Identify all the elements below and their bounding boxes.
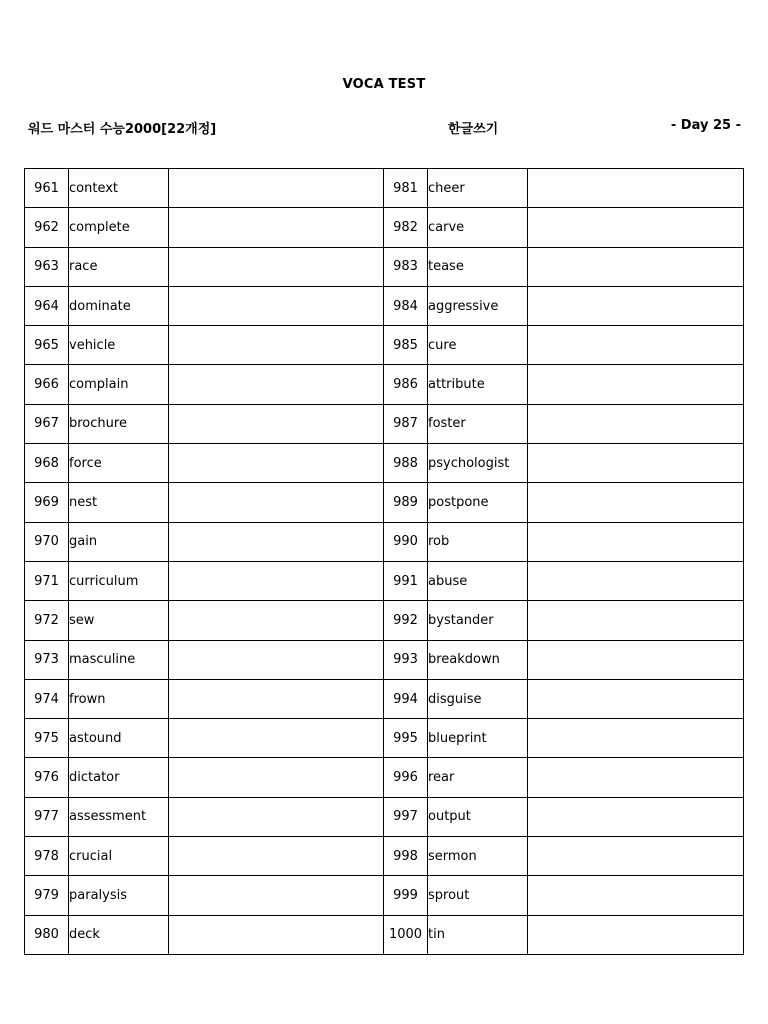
vocab-word: dominate [69,286,169,325]
vocab-word: complete [69,208,169,247]
answer-cell[interactable] [528,444,744,483]
vocab-word: dictator [69,758,169,797]
answer-cell[interactable] [169,483,384,522]
word-number: 977 [25,797,69,836]
table-row [25,758,744,797]
vocab-word: force [69,444,169,483]
table-row [25,404,744,443]
vocab-word: cheer [428,169,528,208]
word-number: 988 [384,444,428,483]
table-row [25,719,744,758]
table-row [25,876,744,915]
word-number: 987 [384,404,428,443]
word-number: 996 [384,758,428,797]
word-number: 986 [384,365,428,404]
answer-cell[interactable] [528,758,744,797]
day-label: - Day 25 - [670,118,741,133]
table-row [25,915,744,954]
answer-cell[interactable] [169,876,384,915]
word-number: 963 [25,247,69,286]
vocab-word: vehicle [69,326,169,365]
word-number: 976 [25,758,69,797]
vocab-word: frown [69,679,169,718]
word-number: 978 [25,837,69,876]
word-number: 997 [384,797,428,836]
vocab-word: curriculum [69,561,169,600]
table-row [25,679,744,718]
answer-cell[interactable] [528,876,744,915]
test-mode-label: 한글쓰기 [448,122,499,137]
table-row [25,837,744,876]
answer-cell[interactable] [528,719,744,758]
answer-cell[interactable] [528,247,744,286]
answer-cell[interactable] [169,640,384,679]
vocab-word: cure [428,326,528,365]
vocab-word: paralysis [69,876,169,915]
answer-cell[interactable] [169,758,384,797]
word-number: 998 [384,837,428,876]
word-number: 972 [25,601,69,640]
answer-cell[interactable] [528,561,744,600]
vocab-word: nest [69,483,169,522]
word-number: 975 [25,719,69,758]
vocab-word: assessment [69,797,169,836]
vocab-word: sew [69,601,169,640]
word-number: 1000 [384,915,428,954]
table-row [25,483,744,522]
answer-cell[interactable] [169,915,384,954]
answer-cell[interactable] [169,837,384,876]
word-number: 990 [384,522,428,561]
vocab-word: brochure [69,404,169,443]
table-row [25,522,744,561]
vocab-word: abuse [428,561,528,600]
answer-cell[interactable] [169,208,384,247]
answer-cell[interactable] [528,915,744,954]
vocab-word: psychologist [428,444,528,483]
answer-cell[interactable] [528,797,744,836]
word-number: 984 [384,286,428,325]
table-row [25,365,744,404]
answer-cell[interactable] [169,522,384,561]
vocab-word: disguise [428,679,528,718]
vocab-word: rear [428,758,528,797]
word-number: 979 [25,876,69,915]
word-number: 966 [25,365,69,404]
answer-cell[interactable] [169,404,384,443]
word-number: 971 [25,561,69,600]
answer-cell[interactable] [528,404,744,443]
book-title: 워드 마스터 수능2000[22개정] [28,122,217,137]
answer-cell[interactable] [528,483,744,522]
word-number: 961 [25,169,69,208]
word-number: 989 [384,483,428,522]
word-number: 968 [25,444,69,483]
word-number: 985 [384,326,428,365]
word-number: 967 [25,404,69,443]
word-number: 962 [25,208,69,247]
vocab-word: masculine [69,640,169,679]
word-number: 969 [25,483,69,522]
vocab-word: output [428,797,528,836]
vocab-word: blueprint [428,719,528,758]
word-number: 994 [384,679,428,718]
answer-cell[interactable] [169,365,384,404]
word-number: 965 [25,326,69,365]
word-number: 970 [25,522,69,561]
word-number: 974 [25,679,69,718]
vocab-word: bystander [428,601,528,640]
vocab-word: deck [69,915,169,954]
word-number: 992 [384,601,428,640]
word-number: 993 [384,640,428,679]
table-row [25,601,744,640]
vocab-word: foster [428,404,528,443]
vocab-word: tease [428,247,528,286]
answer-cell[interactable] [169,679,384,718]
vocab-word: aggressive [428,286,528,325]
vocab-word: breakdown [428,640,528,679]
word-number: 982 [384,208,428,247]
answer-cell[interactable] [169,561,384,600]
table-row [25,444,744,483]
table-row [25,286,744,325]
word-number: 995 [384,719,428,758]
vocab-word: tin [428,915,528,954]
vocab-table [24,168,744,955]
table-row [25,326,744,365]
answer-cell[interactable] [528,640,744,679]
answer-cell[interactable] [169,601,384,640]
answer-cell[interactable] [169,326,384,365]
word-number: 973 [25,640,69,679]
answer-cell[interactable] [169,719,384,758]
answer-cell[interactable] [169,797,384,836]
vocab-word: rob [428,522,528,561]
answer-cell[interactable] [169,444,384,483]
word-number: 981 [384,169,428,208]
table-row [25,640,744,679]
vocab-word: context [69,169,169,208]
answer-cell[interactable] [528,208,744,247]
answer-cell[interactable] [169,169,384,208]
vocab-word: attribute [428,365,528,404]
vocab-word: sprout [428,876,528,915]
vocab-word: postpone [428,483,528,522]
vocab-word: crucial [69,837,169,876]
vocab-word: complain [69,365,169,404]
vocab-word: sermon [428,837,528,876]
word-number: 983 [384,247,428,286]
answer-cell[interactable] [528,169,744,208]
word-number: 999 [384,876,428,915]
page-title: VOCA TEST [342,77,426,92]
word-number: 964 [25,286,69,325]
answer-cell[interactable] [528,286,744,325]
vocab-word: race [69,247,169,286]
word-number: 980 [25,915,69,954]
word-number: 991 [384,561,428,600]
table-row [25,797,744,836]
table-row [25,169,744,208]
answer-cell[interactable] [528,326,744,365]
answer-cell[interactable] [528,837,744,876]
answer-cell[interactable] [169,247,384,286]
vocab-word: gain [69,522,169,561]
answer-cell[interactable] [528,601,744,640]
answer-cell[interactable] [169,286,384,325]
table-row [25,247,744,286]
answer-cell[interactable] [528,679,744,718]
vocab-word: astound [69,719,169,758]
answer-cell[interactable] [528,522,744,561]
answer-cell[interactable] [528,365,744,404]
table-row [25,561,744,600]
table-row [25,208,744,247]
vocab-table-body [25,169,744,955]
vocab-word: carve [428,208,528,247]
